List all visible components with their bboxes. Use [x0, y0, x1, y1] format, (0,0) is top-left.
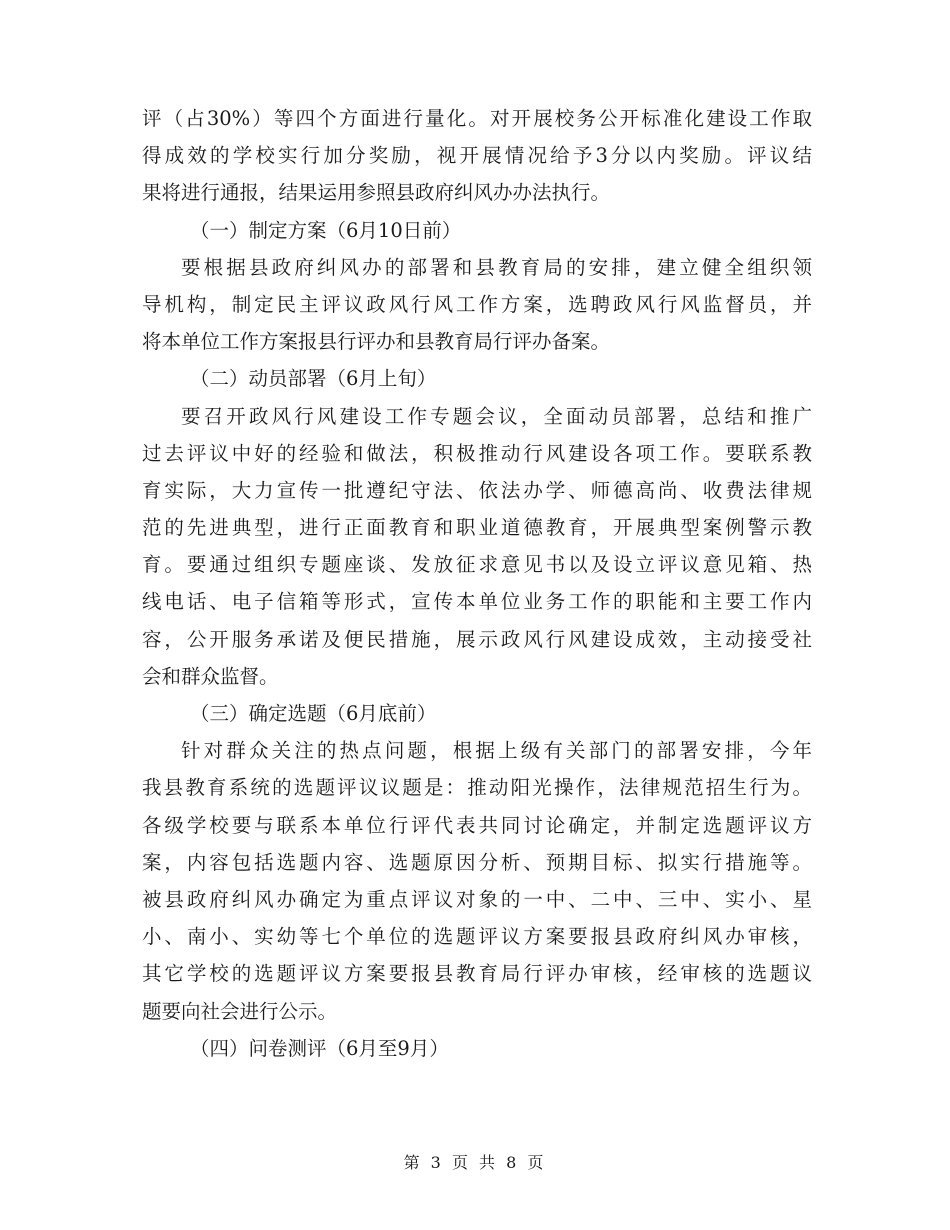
- body-text: [142, 100, 812, 1067]
- text-line: 容，公开服务承诺及便民措施，展示政风行风建设成效，主动接受社: [142, 627, 812, 651]
- text-line: 被县政府纠风办确定为重点评议对象的一中、二中、三中、实小、星: [142, 887, 812, 911]
- text-line: 线电话、电子信箱等形式，宣传本单位业务工作的职能和主要工作内: [142, 590, 812, 614]
- text-line: 题要向社会进行公示。: [142, 999, 338, 1023]
- text-line: 得成效的学校实行加分奖励，视开展情况给予3分以内奖励。评议结: [142, 144, 812, 168]
- text-line: 要召开政风行风建设工作专题会议，全面动员部署，总结和推广: [181, 404, 812, 428]
- text-line: 育。要通过组织专题座谈、发放征求意见书以及设立评议意见箱、热: [142, 553, 812, 577]
- text-line: 评（占30%）等四个方面进行量化。对开展校务公开标准化建设工作取: [142, 107, 812, 130]
- text-line: 要根据县政府纠风办的部署和县教育局的安排，建立健全组织领: [181, 255, 812, 279]
- section-heading: （四）问卷测评（6月至9月）: [190, 1036, 449, 1060]
- text-line: 各级学校要与联系本单位行评代表共同讨论确定，并制定选题评议方: [142, 813, 812, 837]
- text-line: 果将进行通报，结果运用参照县政府纠风办办法执行。: [142, 181, 611, 205]
- section-heading: （一）制定方案（6月10日前）: [190, 218, 462, 242]
- text-line: 导机构，制定民主评议政风行风工作方案，选聘政风行风监督员，并: [142, 292, 812, 316]
- text-line: 育实际，大力宣传一批遵纪守法、依法办学、师德高尚、收费法律规: [142, 478, 812, 502]
- page-number-footer: 第 3 页 共 8 页: [403, 1153, 547, 1172]
- section-heading: （三）确定选题（6月底前）: [190, 702, 437, 725]
- text-line: 过去评议中好的经验和做法，积极推动行风建设各项工作。要联系教: [142, 441, 812, 465]
- text-line: 小、南小、实幼等七个单位的选题评议方案要报县政府纠风办审核，: [142, 925, 812, 949]
- text-line: 将本单位工作方案报县行评办和县教育局行评办备案。: [142, 330, 611, 354]
- text-line: 范的先进典型，进行正面教育和职业道德教育，开展典型案例警示教: [142, 516, 812, 540]
- text-line: 针对群众关注的热点问题，根据上级有关部门的部署安排，今年: [181, 739, 812, 763]
- section-heading: （二）动员部署（6月上旬）: [190, 367, 437, 391]
- text-line: 其它学校的选题评议方案要报县教育局行评办审核，经审核的选题议: [142, 962, 812, 986]
- text-line: 我县教育系统的选题评议议题是：推动阳光操作，法律规范招生行为。: [142, 776, 812, 800]
- text-line: 会和群众监督。: [142, 664, 279, 688]
- text-line: 案，内容包括选题内容、选题原因分析、预期目标、拟实行措施等。: [142, 850, 812, 874]
